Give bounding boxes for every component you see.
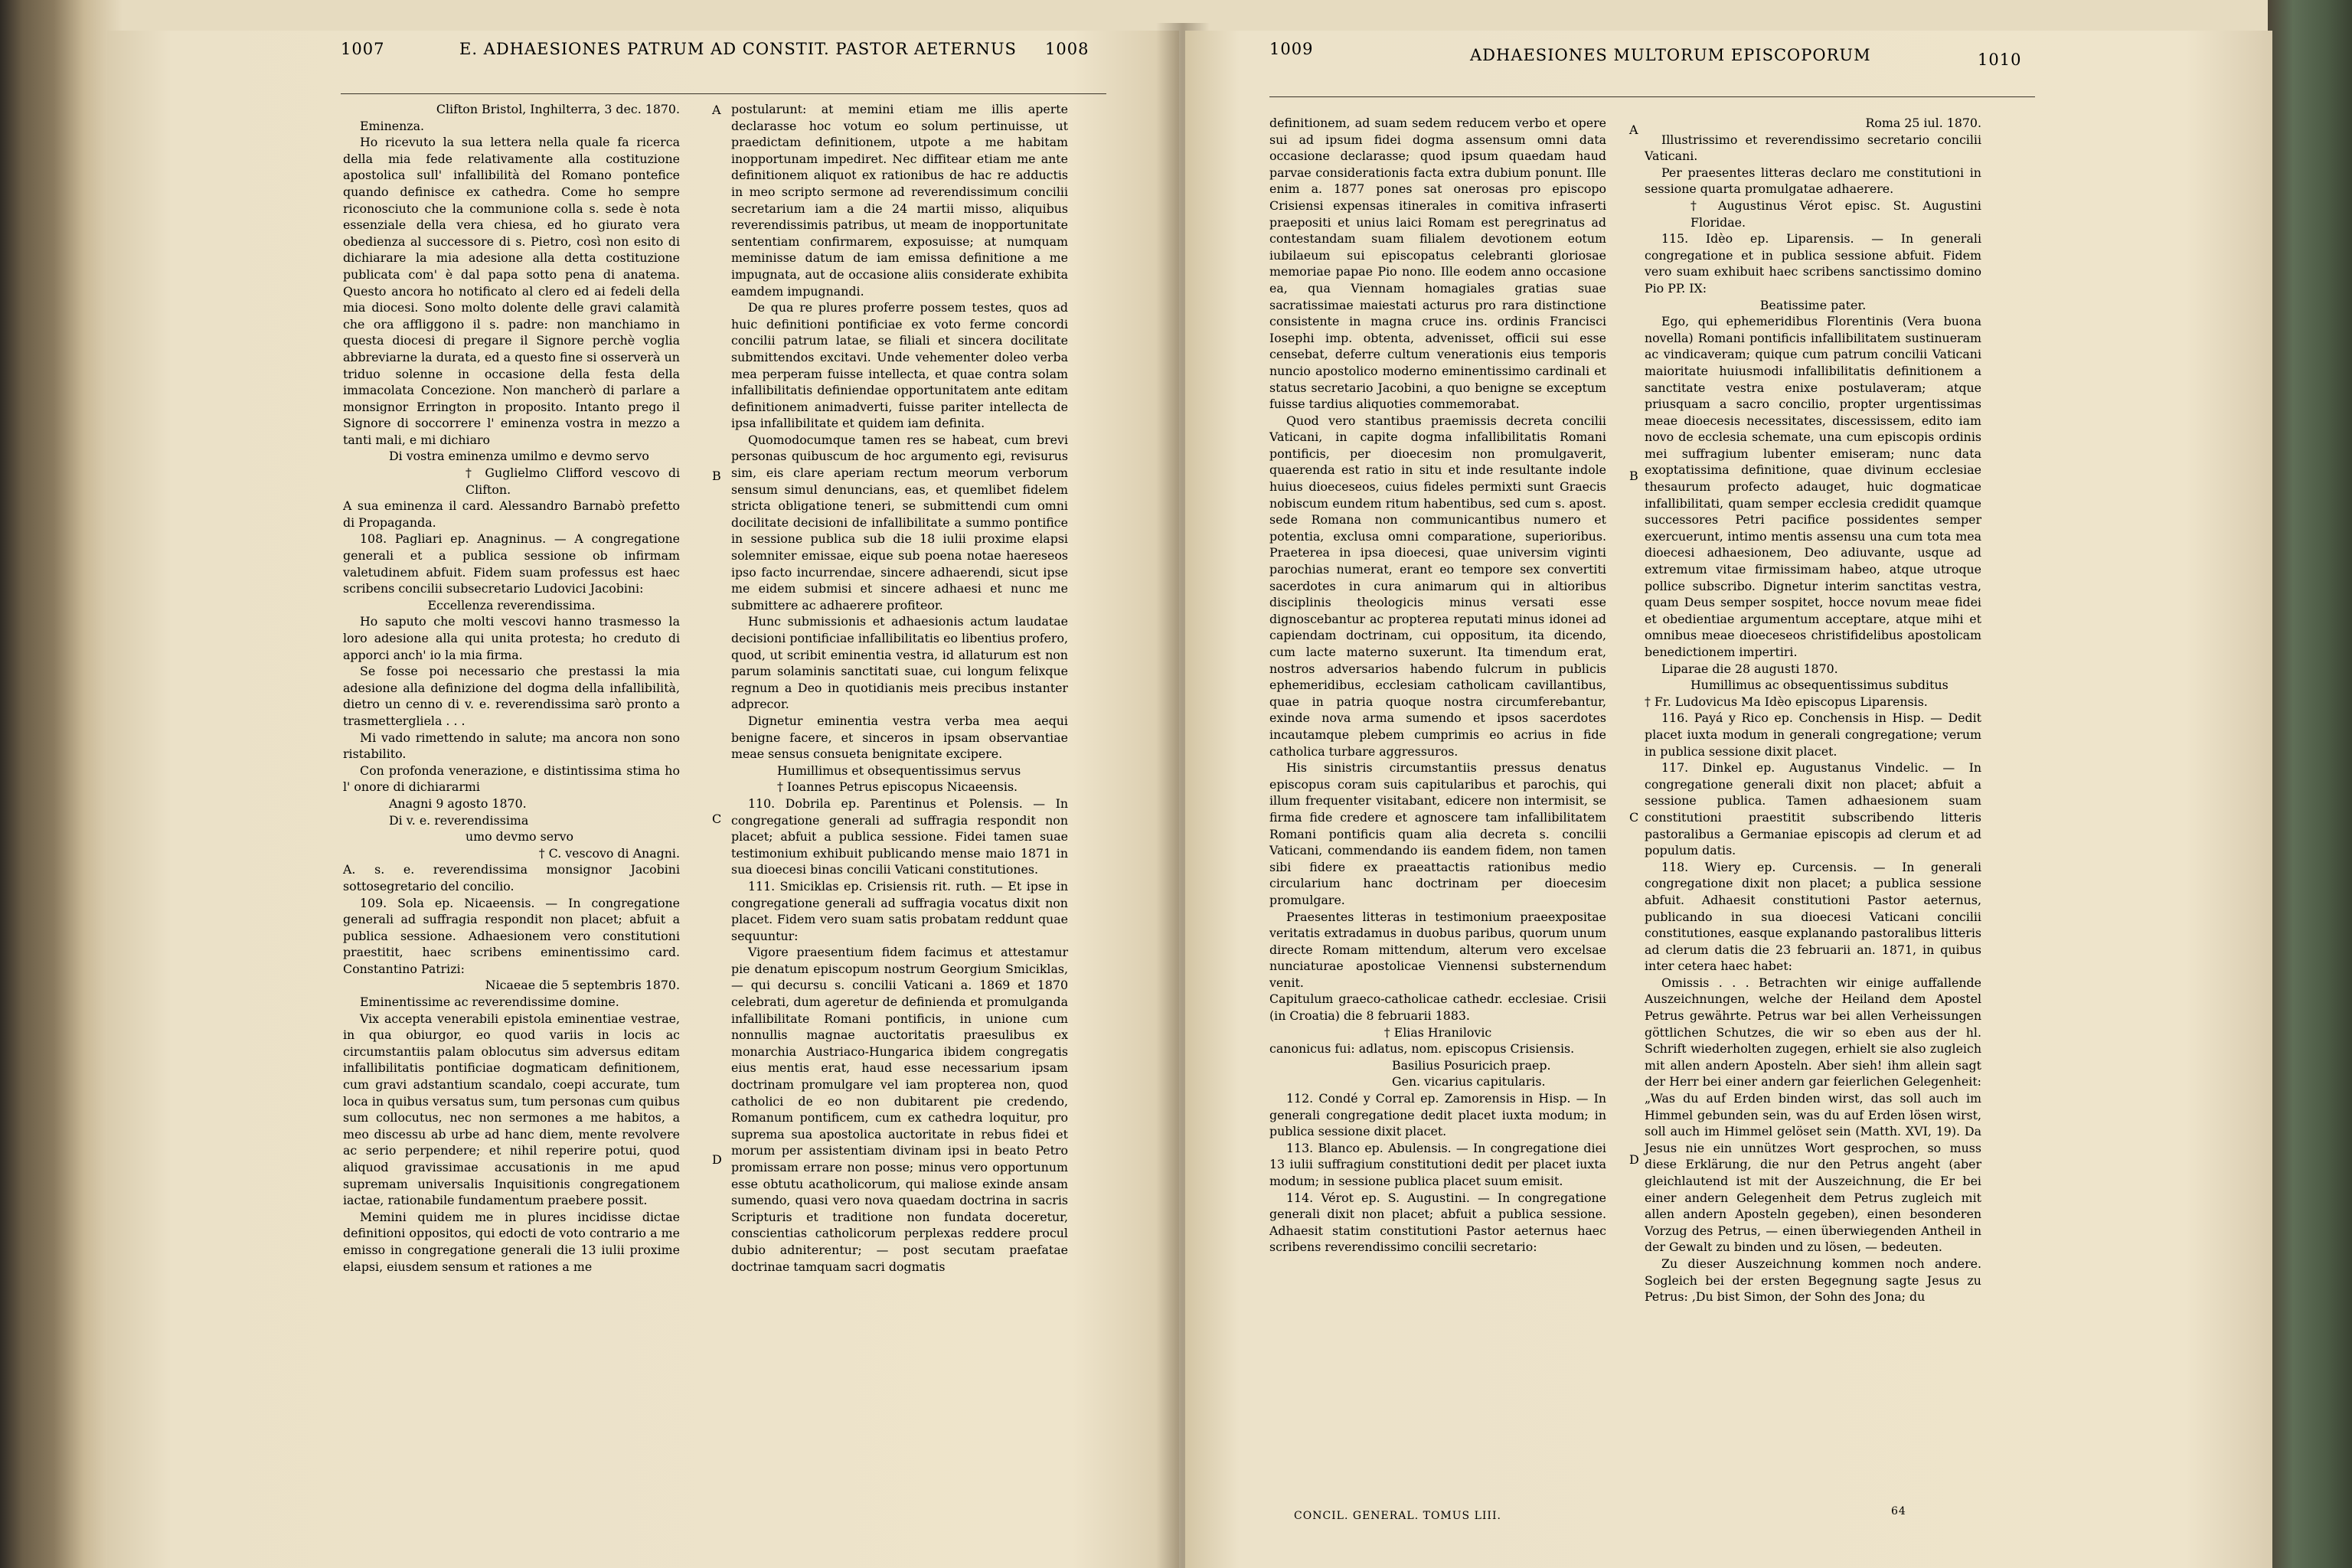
right-running-title: ADHAESIONES MULTORUM EPISCOPORUM bbox=[1470, 46, 1871, 64]
page-number-1010: 1010 bbox=[1978, 51, 2022, 69]
margin-letter-c: C bbox=[1629, 810, 1639, 825]
signature-name: † C. vescovo di Anagni. bbox=[538, 845, 680, 861]
salutation: Eccellenza reverendissima. bbox=[427, 597, 596, 612]
letter-date: Anagni 9 agosto 1870. bbox=[389, 795, 527, 811]
salutation: Beatissime pater. bbox=[1759, 297, 1867, 312]
signature-name: † Ioannes Petrus episcopus Nicaeensis. bbox=[777, 779, 1018, 795]
signature-line: Gen. vicarius capitularis. bbox=[1392, 1074, 1546, 1089]
paragraph: Se fosse poi necessario che prestassi la mia adesione alla definizione del dogma della infallibilità, dietro un cenno di v. e. reverendissima sarò pronto a trasmettergliela . . . bbox=[343, 664, 680, 728]
left-column-2 bbox=[731, 101, 1068, 1275]
paragraph: De qua re plures proferre possem testes, quos ad huic definitioni pontificiae ex voto ferme concordi concilii patrum latae, se filiali et sincera docilitate submittendos excitavi. Unde vehementer doleo verba mea perperam fuisse intellecta, et quae contra solam infallibilitatis definiendae opportunitatem ante editam definitionem animadverti, fuisse pariter intellecta de ipsa infallibilitate et quidem iam definita. bbox=[731, 300, 1068, 431]
paragraph: Ego, qui ephemeridibus Florentinis (Vera buona novella) Romani pontificis infallibilitatem sustinueram ac vindicaveram; quique cum patrum concilii Vaticani maioritate huiusmodi infallibilitatis definitionem a sanctitate vestra enixe postulaveram; atque priusquam a sacro concilio, propter urgentissimas meae dioecesis necessitates, discessissem, edito iam novo de ecclesia schemate, una cum episcopis ordinis mei suffragium lubenter emiseram; nunc data exoptatissima definitione, quae divinum ecclesiae thesaurum profecto adauget, huic dogmaticae infallibilitati, quam semper ecclesia credidit quamque successores Petri pacifice possidentes semper exercuerunt, intimo mentis assensu una cum tota mea dioecesi adhaesionem, Deo adiuvante, usque ad extremum vitae firmissimam habeo, atque utroque pollice subscribo. Dignetur interim sanctitas vestra, quam Deus semper sospitet, hocce novum meae fidei et obedientiae argumentum acceptare, atque mihi et omnibus meae dioeceseos christifidelibus apostolicam benedictionem impertiri. bbox=[1645, 314, 1981, 659]
signature-name: † Elias Hranilovic bbox=[1383, 1024, 1492, 1040]
margin-letter-b: B bbox=[712, 469, 721, 483]
letter-dateline: Nicaeae die 5 septembris 1870. bbox=[485, 978, 680, 993]
right-column-1 bbox=[1269, 115, 1606, 1256]
paragraph: His sinistris circumstantiis pressus denatus episcopus coram suis capitularibus et parochis, qui illum frequenter visitabant, edicere non intermisit, se firma fide credere et agnoscere tam infallibilitatem Romani pontificis quam alia decreta s. concilii Vaticani, commendando iis eandem fidem, non tamen sibi fidere ex praeattactis rationibus medio circularium hanc doctrinam per dioecesim promulgare. bbox=[1269, 760, 1606, 907]
right-header-rule bbox=[1269, 96, 2035, 97]
margin-letter-b: B bbox=[1629, 469, 1638, 483]
margin-letter-c: C bbox=[712, 812, 722, 826]
paragraph: definitionem, ad suam sedem reducem verbo et opere sui ad ipsum fidei dogma assensum omni data occasione declarasse; quod ipsum quaedam haud parvae considerationis facta extra dubium ponunt. Ille enim a. 1877 pones sat onerosas pro episcopo Crisiensi expensas itinerales in comitiva infraserti praepositi et unius laici Romam est peregrinatus ad contestandam suam filialem devotionem eotum iubilaeum sui episcopatus celebranti gloriosae memoriae papae Pio nono. Ille eodem anno occasione ea, qua Viennam homagiales gratias suae sacratissimae maiestati acturus pro rara distinctione consistente in magna cruce ins. ordinis Francisci Iosephi imp. obtenta, advenisset, officii sui esse censebat, deferre cultum venerationis eius temporis nuncio apostolico moderno eminentissimo cardinali et status secretario Jacobini, a quo benigne se exceptum fuisse tardius aliquoties commemorabat. bbox=[1269, 116, 1606, 412]
page-number-1008: 1008 bbox=[1045, 40, 1089, 58]
section-113: 113. Blanco ep. Abulensis. — In congregatione diei 13 iulii suffragium constitutioni dedit per placet iuxta modum; in sessione publica placet suum emisit. bbox=[1269, 1140, 1606, 1188]
letter-dateline: Capitulum graeco-catholicae cathedr. ecclesiae. Crisii (in Croatia) die 8 februarii 1883. bbox=[1269, 991, 1606, 1024]
signature-name: † Fr. Ludovicus Ma Idèo episcopus Liparensis. bbox=[1645, 694, 1928, 709]
letter-dateline: Roma 25 iul. 1870. bbox=[1865, 116, 1981, 130]
paragraph: Praesentes litteras in testimonium praeexpositae veritatis extradamus in duobus paribus, quorum unum directe Romam mittendum, alterum vero excelsae nunciaturae apostolicae Viennensi substernendum venit. bbox=[1269, 909, 1606, 990]
paragraph: Mi vado rimettendo in salute; ma ancora non sono ristabilito. bbox=[343, 730, 680, 762]
paragraph: Quomodocumque tamen res se habeat, cum brevi personas quibuscum de hoc argumento egi, revisurus sim, eis clare aperiam rectum meorum verborum sensum simul denuncians, eas, et quemlibet fidelem stricta obligatione teneri, se submittendi cum omni docilitate decisioni de infallibilitate a summo pontifice in sessione publica sub die 18 iulii proxime elapsi solemniter emissae, eique sub poena notae haereseos ipso facto incurrendae, sincere adhaerendi, sicut ipse me eidem submisi et sincere adhaesi et nunc me submittere ac adhaerere profiteor. bbox=[731, 432, 1068, 612]
signature-mark: 64 bbox=[1891, 1505, 1906, 1517]
left-column-1 bbox=[343, 101, 680, 1275]
section-117: 117. Dinkel ep. Augustanus Vindelic. — In congregatione generali dixit non placet; abfuit a sessione publica. Tamen adhaesionem suam constitutioni praestitit subscribendo litteris pastoralibus a Germaniae episcopis ad clerum et ad populum datis. bbox=[1645, 760, 1981, 858]
paragraph: Dignetur eminentia vestra verba mea aequi benigne facere, et sinceros in ipsam observantiae meae sensus consueta benignitate excipere. bbox=[731, 713, 1068, 762]
right-column-2 bbox=[1645, 115, 1981, 1305]
letter-dateline: Clifton Bristol, Inghilterra, 3 dec. 1870. bbox=[436, 102, 680, 116]
paragraph: Memini quidem me in plures incidisse dictae definitioni oppositos, qui edocti de voto contrario a me emisso in congregatione generali die 13 iulii proxime elapsi, eiusdem sensum et rationes a me bbox=[343, 1209, 680, 1274]
left-header-rule bbox=[341, 93, 1106, 94]
paragraph: Vigore praesentium fidem facimus et attestamur pie denatum episcopum nostrum Georgium Smiciklas, — qui decursu s. concilii Vaticani a. 1869 et 1870 celebrati, dum ageretur de definienda et promulganda infallibilitate Romani pontificis, in unione cum nonnullis magnae auctoritatis praesulibus ex monarchia Austriaco-Hungarica ibidem congregatis eius mentis erat, haud esse necessarium ipsam doctrinam promulgare vel iam propterea non, quod catholici de eo non dubitarent pie credendo, Romanum pontificem, cum ex cathedra loquitur, pro suprema sua apostolica auctoritate in rebus fidei et morum per assistentiam divinam ipsi in beato Petro promissam errare non posse; minus vero opportunum esse obtutu acatholicorum, qui maliose exinde ansam sumendo, quasi vero nova quaedam doctrina in sacris Scripturis et traditione non fundata doceretur, conscientias catholicorum perplexas reddere procul dubio adniterentur; — post secutam praefatae doctrinae tamquam sacri dogmatis bbox=[731, 945, 1068, 1274]
section-115: 115. Idèo ep. Liparensis. — In generali congregatione et in publica sessione abfuit. Fidem vero suam exhibuit haec scribens sanctissimo domino Pio PP. IX: bbox=[1645, 231, 1981, 296]
paragraph: Ho ricevuto la sua lettera nella quale fa ricerca della mia fede relativamente alla costituzione apostolica sull' infallibilità del Romano pontefice quando definisce ex cathedra. Come ho sempre riconosciuto che la communione colla s. sede è nota essenziale della vera chiesa, ed ho giurato vera obedienza al successore di s. Pietro, così non esito di dichiarare la mia adesione alla detta costituzione publicata com' è dal papa sotto pena di anatema. Questo ancora ho notificato al clero ed ai fedeli della mia diocesi. Sono molto dolente delle gravi calamità che ora affliggono il s. padre: non manchiamo in questa diocesi di pregare il Signore perchè voglia abbreviarne la durata, ed a questo fine si osserverà un triduo solenne in occasione della festa della immacolata Concezione. Non mancherò di parlare a monsignor Errington in proposito. Intanto prego il Signore di soccorrere l' eminenza vostra in mezzo a tanti mali, e mi dichiaro bbox=[343, 135, 680, 447]
signature-line: Humillimus ac obsequentissimus subditus bbox=[1690, 678, 1949, 693]
addressee: A sua eminenza il card. Alessandro Barnabò prefetto di Propaganda. bbox=[343, 498, 680, 530]
paragraph: Ho saputo che molti vescovi hanno trasmesso la loro adesione alla qui unita protesta; ho creduto di apporci anch' io la mia firma. bbox=[343, 614, 680, 662]
page-number-1009: 1009 bbox=[1269, 40, 1314, 58]
margin-letter-a: A bbox=[712, 103, 721, 117]
paragraph: Zu dieser Auszeichnung kommen noch andere. Sogleich bei der ersten Begegnung sagte Jesus zu Petrus: ‚Du bist Simon, der Sohn des Jona; du bbox=[1645, 1256, 1981, 1305]
signature-name: † Guglielmo Clifford vescovo di Clifton. bbox=[466, 466, 680, 497]
left-running-title: E. ADHAESIONES PATRUM AD CONSTIT. PASTOR AETERNUS bbox=[459, 40, 1017, 58]
section-112: 112. Condé y Corral ep. Zamorensis in Hisp. — In generali congregatione dedit placet iuxta modum; in publica sessione dixit placet. bbox=[1269, 1091, 1606, 1139]
section-116: 116. Payá y Rico ep. Conchensis in Hisp. — Dedit placet iuxta modum in generali congregatione; verum in publica sessione dixit placet. bbox=[1645, 710, 1981, 759]
volume-footer: CONCIL. GENERAL. TOMUS LIII. bbox=[1294, 1510, 1501, 1522]
paragraph: Hunc submissionis et adhaesionis actum laudatae decisioni pontificiae infallibilitatis eo libentius profero, quod, ut scribit eminentia vestra, id allaturum est non parum solaminis sanctitati suae, cui longum felixque regnum a Deo in quotidianis meis precibus instanter adprecor. bbox=[731, 614, 1068, 712]
signature-line: umo devmo servo bbox=[466, 829, 574, 844]
left-running-head bbox=[341, 40, 1106, 70]
salutation: Eminenza. bbox=[360, 118, 425, 133]
section-111: 111. Smiciklas ep. Crisiensis rit. ruth. — Et ipse in congregatione generali ad suffragia vocatus dixit non placet. Fidem vero suam satis probatam reddunt quae sequuntur: bbox=[731, 878, 1068, 943]
addressee: Illustrissimo et reverendissimo secretario concilii Vaticani. bbox=[1645, 132, 1981, 164]
section-108: 108. Pagliari ep. Anagninus. — A congregatione generali et a publica sessione ob infirmam valetudinem abfuit. Fidem suam professus est haec scribens concilii subsecretario Ludovici Jacobini: bbox=[343, 531, 680, 596]
margin-letter-d: D bbox=[712, 1152, 722, 1167]
book-spine bbox=[2268, 0, 2352, 1568]
paragraph: Con profonda venerazione, e distintissima stima ho l' onore di dichiararmi bbox=[343, 763, 680, 795]
signature-line: Di v. e. reverendissima bbox=[389, 812, 529, 828]
margin-letter-a: A bbox=[1629, 122, 1638, 137]
section-114: 114. Vérot ep. S. Augustini. — In congregatione generali dixit non placet; abfuit a publica sessione. Adhaesit statim constitutioni Pastor aeternus haec scribens reverendissimo concilii secretario: bbox=[1269, 1190, 1606, 1255]
signature-line: Basilius Posuricich praep. bbox=[1392, 1057, 1551, 1073]
addressee: A. s. e. reverendissima monsignor Jacobini sottosegretario del concilio. bbox=[343, 862, 680, 893]
paragraph: Omissis . . . Betrachten wir einige auffallende Auszeichnungen, welche der Heiland dem Apostel Petrus gewährte. Petrus war bei allen Verheissungen göttlichen Schutzes, die wir so eben aus der hl. Schrift wiederholten zugegen, erhielt sie also zugleich mit allen andern Aposteln. Aber sieh! ihm allein sagt der Herr bei einer andern gar feierlichen Gelegenheit: „Was du auf Erden binden wirst, das soll auch im Himmel gebunden sein, was du auf Erden lösen wirst, soll auch im Himmel gelöset sein (Matth. XVI, 19). Da Jesus nie ein unnützes Wort gesprochen, so muss diese Erklärung, die nur den Petrus angeht (aber gleichlautend ist mit der Auszeichnung, die Er bei einer andern Gelegenheit dem Petrus zugleich mit allen andern Aposteln gegeben), einen besonderen Vorzug des Petrus, — einen überwiegenden Antheil in der Gewalt zu binden und zu lösen, — bedeuten. bbox=[1645, 975, 1981, 1255]
signature-line: canonicus fui: adlatus, nom. episcopus Crisiensis. bbox=[1269, 1041, 1575, 1057]
section-109: 109. Sola ep. Nicaeensis. — In congregatione generali ad suffragia respondit non placet; abfuit a publica sessione. Adhaesionem vero constitutioni praestitit, haec scribens eminentissimo card. Constantino Patrizi: bbox=[343, 895, 680, 976]
paragraph: postularunt: at memini etiam me illis aperte declarasse hoc votum eo solum pertinuisse, ut praedictam definitionem, utpote a me habitam inopportunam impediret. Nec diffitear etiam me ante definitionem aliquot ex rationibus de hac re adductis in meo scripto sermone ad reverendissimum concilii secretarium iam a die 24 martii misso, aliquibus reverendissimis patribus, ut meam de inopportunitate sententiam confirmarem, exposuisse; at numquam meminisse datum de iam emissa definitione a me impugnata, aut de occasione aliis considerate exhibita eamdem impugnandi. bbox=[731, 102, 1068, 299]
salutation: Eminentissime ac reverendissime domine. bbox=[360, 995, 619, 1010]
section-110: 110. Dobrila ep. Parentinus et Polensis. — In congregatione generali ad suffragia respondit non placet; abfuit a publica sessione. Fidei tamen suae testimonium exhibuit publicando mense maio 1871 in sua dioecesi binas concilii Vaticani constitutiones. bbox=[731, 795, 1068, 877]
signature-line: Di vostra eminenza umilmo e devmo servo bbox=[389, 449, 649, 464]
paragraph: Vix accepta venerabili epistola eminentiae vestrae, in qua obiurgor, eo quod variis in locis ac circumstantiis palam oblocutus sim adversus editam infallibilitatis pontificiae dogmaticam definitionem, cum gravi adstantium scandalo, coepi accurate, tum loca in quibus versatus sum, tum personas cum quibus sum collocutus, nec non sermones a me habitos, a meo discessu ab urbe ad hanc diem, mente revolvere ac serio perpendere; et nihil reperire potui, quod aliquod gravissimae accusationis in me apud supremam universalis Inquisitionis congregationem iactae, rationabile fundamentum praebere possit. bbox=[343, 1011, 680, 1208]
paragraph: Quod vero stantibus praemissis decreta concilii Vaticani, in capite dogma infallibilitatis Romani pontificis, per dioecesim non promulgaverit, quaerenda est ratio in situ et inde resultante indole huius dioeceseos, cuius fideles permixti sunt Graecis nobiscum eundem ritum habentibus, sed cum s. apost. sede Romana non communicantibus numero et potentia, exclusa omni comparatione, superioribus. Praeterea in ipsa dioecesi, quae universim viginti parochias numerat, erant eo tempore sex convertiti sacerdotes in cura animarum qui in altioribus disciplinis theologicis minus versati esse dignoscebantur ac propterea reputati minus idonei ad capiendam doctrinam, cui oppositum, ita dicendo, cum lacte materno suxerunt. Ita timendum erat, nostros adversarios habendo fulcrum in publicis ephemeridibus, ecclesiam catholicam cavillantibus, quae in patria quoque nostra circumferebantur, exinde nova arma sumendo et ipsos sacerdotes incautamque plebem cumprimis eo acrius in fide catholica turbare aggressuros. bbox=[1269, 413, 1606, 759]
section-118: 118. Wiery ep. Curcensis. — In generali congregatione dixit non placet; a publica sessione abfuit. Adhaesit constitutioni Pastor aeternus, publicando in sua dioecesi Vaticani concilii constitutiones, easque explanando pastoralibus litteris ad clerum datis die 23 februarii an. 1871, in quibus inter cetera haec habet: bbox=[1645, 859, 1981, 974]
signature-name: † Augustinus Vérot episc. St. Augustini Floridae. bbox=[1690, 198, 1981, 230]
page-number-1007: 1007 bbox=[341, 40, 385, 58]
margin-letter-d: D bbox=[1629, 1152, 1639, 1167]
right-running-head bbox=[1269, 40, 2035, 70]
letter-date: Liparae die 28 augusti 1870. bbox=[1661, 661, 1838, 676]
paragraph: Per praesentes litteras declaro me constitutioni in sessione quarta promulgatae adhaerere. bbox=[1645, 165, 1981, 197]
signature-line: Humillimus et obsequentissimus servus bbox=[777, 763, 1021, 778]
